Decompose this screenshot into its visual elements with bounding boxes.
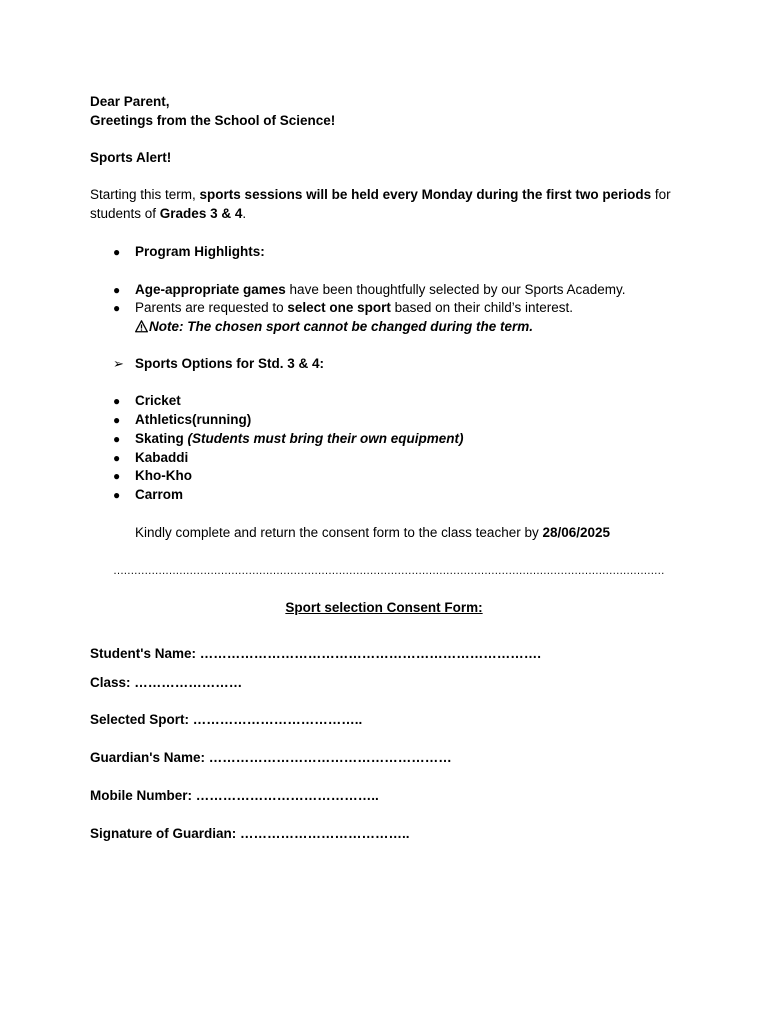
highlights-heading: Program Highlights:: [135, 244, 265, 259]
disc-bullet-icon: ●: [113, 488, 121, 502]
field-blank: ………………………………..: [240, 826, 410, 841]
field-label: Guardian's Name:: [90, 750, 209, 765]
form-field-guardian-signature: [90, 825, 410, 843]
field-blank: ……………………: [134, 675, 243, 690]
highlight-item: [135, 281, 626, 299]
intro-line-2: [90, 205, 246, 223]
sport-item-athletics: Athletics(running): [135, 412, 252, 427]
note-line: [135, 318, 533, 336]
disc-bullet-icon: ●: [113, 301, 121, 315]
form-title: Sport selection Consent Form:: [285, 600, 483, 615]
field-blank: …………………………………..: [195, 788, 379, 803]
disc-bullet-icon: ●: [113, 451, 121, 465]
intro-grades: Grades 3 & 4: [159, 206, 243, 221]
sport-note: (Students must bring their own equipment): [183, 431, 464, 446]
intro-text: for: [651, 187, 671, 202]
return-date: 28/06/2025: [542, 525, 611, 540]
highlight-text: Parents are requested to: [135, 300, 288, 315]
highlight-item: [135, 299, 573, 317]
field-label: Mobile Number:: [90, 788, 196, 803]
highlight-text: based on their child’s interest.: [390, 300, 573, 315]
note-text: Note: The chosen sport cannot be changed during the term.: [149, 319, 534, 334]
return-text: Kindly complete and return the consent form to the class teacher by: [135, 525, 543, 540]
highlight-bold: Age-appropriate games: [135, 282, 286, 297]
warning-icon: [135, 320, 148, 333]
disc-bullet-icon: ●: [113, 394, 121, 408]
sport-item-skating: [135, 430, 464, 448]
arrow-bullet-icon: ➢: [113, 356, 124, 371]
return-instruction: [135, 524, 610, 542]
sport-item-cricket: Cricket: [135, 393, 181, 408]
sport-item-carrom: Carrom: [135, 487, 184, 502]
disc-bullet-icon: ●: [113, 432, 121, 446]
highlight-text: have been thoughtfully selected by our Sports Academy.: [285, 282, 626, 297]
form-field-class: [90, 674, 242, 692]
field-label: Selected Sport:: [90, 712, 193, 727]
form-field-selected-sport: [90, 711, 362, 729]
field-blank: ………………………………………………………………….: [199, 646, 541, 661]
options-heading: Sports Options for Std. 3 & 4:: [135, 356, 325, 371]
form-field-mobile-number: [90, 787, 379, 805]
intro-text: Starting this term,: [90, 187, 200, 202]
cut-line: ……………………………………………………………………………………………………………………………………………: [113, 565, 665, 577]
form-field-guardian-name: [90, 749, 452, 767]
field-label: Signature of Guardian:: [90, 826, 241, 841]
highlight-bold: select one sport: [287, 300, 391, 315]
form-field-student-name: [90, 645, 541, 663]
intro-schedule: sports sessions will be held every Monday during the first two periods: [199, 187, 652, 202]
sport-item-kho-kho: Kho-Kho: [135, 468, 192, 483]
greeting: Greetings from the School of Science!: [90, 113, 336, 128]
disc-bullet-icon: ●: [113, 413, 121, 427]
sport-item-kabaddi: Kabaddi: [135, 450, 189, 465]
field-blank: ………………………………………………: [208, 750, 452, 765]
sport-name: Skating: [135, 431, 184, 446]
disc-bullet-icon: ●: [113, 245, 121, 259]
disc-bullet-icon: ●: [113, 469, 121, 483]
intro-line-1: [90, 186, 671, 204]
intro-text: students of: [90, 206, 160, 221]
alert-heading: Sports Alert!: [90, 150, 172, 165]
disc-bullet-icon: ●: [113, 283, 121, 297]
intro-text: .: [242, 206, 247, 221]
salutation: Dear Parent,: [90, 94, 170, 109]
field-blank: ………………………………..: [192, 712, 363, 727]
field-label: Class:: [90, 675, 135, 690]
field-label: Student's Name:: [90, 646, 200, 661]
